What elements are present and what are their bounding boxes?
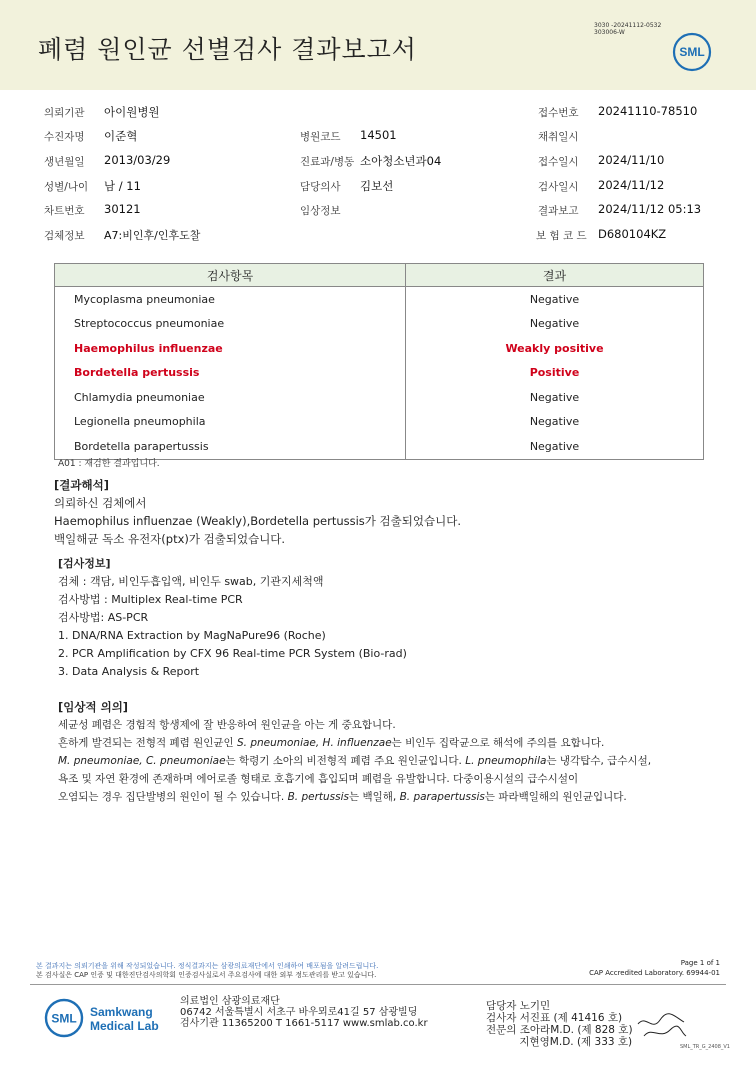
dept-value: 소아청소년과04 [360,154,442,168]
test-info-section [58,555,407,681]
test-result: Negative [406,385,704,410]
test-date-label: 검사일시 [538,181,579,193]
staff-line: 지현영M.D. (제 333 호) [486,1036,633,1048]
test-result: Negative [406,410,704,435]
code-line-1: 3030 -20241112-0532 [594,22,662,29]
test-info-line: 검체 : 객담, 비인두흡입액, 비인두 swab, 기관지세척액 [58,575,324,588]
interpretation-heading: [결과해석] [54,478,109,492]
insurance-value: D680104KZ [598,227,667,241]
report-header [0,0,756,90]
sex-age-label: 성별/나이 [44,181,89,193]
test-result: Positive [406,361,704,386]
interpretation-line: Haemophilus influenzae (Weakly),Bordetella pertussis가 검출되었습니다. [54,514,461,528]
lab-address [180,996,428,1029]
sml-logo-icon [672,32,712,72]
specimen-value: A7:비인후/인후도찰 [104,229,201,242]
clinical-line: 흔하게 발견되는 전형적 폐렴 원인균인 S. pneumoniae, H. influenzae는 비인두 집락균으로 해석에 주의를 요합니다. [58,737,605,749]
test-item: Bordetella parapertussis [55,434,406,459]
test-result: Negative [406,434,704,459]
clinical-info-label: 임상정보 [300,205,341,217]
test-info-line: 검사방법: AS-PCR [58,611,149,624]
test-item: Mycoplasma pneumoniae [55,287,406,312]
cap-accreditation: CAP Accredited Laboratory. 69944-01 [589,969,720,977]
test-result: Negative [406,287,704,312]
birth-value: 2013/03/29 [104,153,171,167]
interpretation-line: 의뢰하신 검체에서 [54,496,147,510]
lab-street: 06742 서울특별시 서초구 바우뫼로41길 57 삼광빌딩 [180,1007,418,1018]
table-header-row [55,264,704,287]
insurance-label: 보 험 코 드 [536,230,587,242]
code-line-2: 303006-W [594,29,625,36]
staff-line: 전문의 조아라M.D. (제 828 호) [486,1024,633,1036]
chart-label: 차트번호 [44,205,85,217]
interpretation-section [54,476,461,548]
test-info-heading: [검사정보] [58,557,111,570]
test-item: Chlamydia pneumoniae [55,385,406,410]
results-table [54,263,704,460]
clinical-section [58,698,651,806]
test-result: Weakly positive [406,336,704,361]
test-info-line: 2. PCR Amplification by CFX 96 Real-time PCR System (Bio-rad) [58,647,407,660]
test-result: Negative [406,312,704,337]
institution-label: 의뢰기관 [44,107,85,119]
page-number: Page 1 of 1 [680,959,720,967]
col-result-header: 결과 [406,264,704,287]
col-item-header: 검사항목 [55,264,406,287]
table-row [55,385,704,410]
signature-icon [634,1012,690,1042]
staff-block [486,1000,633,1048]
report-date-label: 결과보고 [538,205,579,217]
test-date-value: 2024/11/12 [598,178,665,192]
footer-divider [30,984,726,985]
chart-value: 30121 [104,202,141,216]
patient-value: 이준혁 [104,129,138,143]
table-row [55,287,704,312]
test-item: Bordetella pertussis [55,361,406,386]
specimen-label: 검체정보 [44,230,85,242]
lab-contact: 검사기관 11365200 T 1661-5117 www.smlab.co.kr [180,1018,428,1029]
test-info-line: 검사방법 : Multiplex Real-time PCR [58,593,243,606]
samkwang-logo [44,998,174,1042]
test-item: Legionella pneumophila [55,410,406,435]
doctor-label: 담당의사 [300,181,341,193]
svg-text:SML: SML [51,1011,77,1026]
clinical-line: M. pneumoniae, C. pneumoniae는 학령기 소아의 비전형적 폐렴 주요 원인균입니다. L. pneumophila는 냉각탑수, 급수시설, [58,755,652,767]
birth-label: 생년월일 [44,156,85,168]
svg-text:Medical Lab: Medical Lab [90,1019,159,1033]
report-title: 폐렴 원인균 선별검사 결과보고서 [38,35,417,64]
test-info-line: 3. Data Analysis & Report [58,665,200,678]
staff-line: 검사자 서진표 (제 41416 호) [486,1012,623,1024]
footer-notice-1: 본 결과지는 의뢰기관을 위해 작성되었습니다. 정식결과지는 삼광의료재단에서 인쇄하여 배포됨을 알려드립니다. [36,962,379,970]
footer-notice [36,962,378,980]
lab-org-name: 의료법인 삼광의료재단 [180,996,280,1007]
table-row [55,361,704,386]
doctor-value: 김보선 [360,179,394,193]
hospital-code-label: 병원코드 [300,131,341,143]
report-codes [594,22,661,36]
clinical-line: 오염되는 경우 집단발병의 원인이 될 수 있습니다. B. pertussis는 백일해, B. parapertussis는 파라백일해의 원인균입니다. [58,791,627,803]
interpretation-line: 백일해균 독소 유전자(ptx)가 검출되었습니다. [54,532,286,546]
report-date-value: 2024/11/12 05:13 [598,202,702,216]
clinical-line: 세균성 폐렴은 경험적 항생제에 잘 반응하여 원인균을 아는 게 중요합니다. [58,719,396,731]
clinical-line: 욕조 및 자연 환경에 존재하며 에어로졸 형태로 호흡기에 흡입되며 폐렴을 유발합니다. 다중이용시설의 급수시설이 [58,773,579,785]
table-row [55,312,704,337]
patient-label: 수진자명 [44,131,85,143]
svg-text:Samkwang: Samkwang [90,1005,153,1019]
receipt-date-label: 접수일시 [538,156,579,168]
dept-label: 진료과/병동 [300,156,355,168]
footer-notice-2: 본 검사실은 CAP 인증 및 대한진단검사의학회 인증검사실로서 주요검사에 대한 외부 정도관리를 받고 있습니다. [36,971,377,979]
clinical-heading: [임상적 의의] [58,700,129,714]
table-row [55,336,704,361]
svg-text:SML: SML [679,45,705,59]
collect-date-label: 채취일시 [538,131,579,143]
receipt-no-value: 20241110-78510 [598,104,698,118]
test-info-line: 1. DNA/RNA Extraction by MagNaPure96 (Roche) [58,629,326,642]
receipt-date-value: 2024/11/10 [598,153,665,167]
table-row [55,410,704,435]
sex-age-value: 남 / 11 [104,179,141,193]
staff-line: 담당자 노기민 [486,1000,551,1012]
form-number: SML_TR_G_2408_V1 [679,1044,730,1050]
institution-value: 아이원병원 [104,105,160,119]
receipt-no-label: 접수번호 [538,107,579,119]
hospital-code-value: 14501 [360,128,397,142]
test-item: Streptococcus pneumoniae [55,312,406,337]
test-item: Haemophilus influenzae [55,336,406,361]
retest-note: A01 : 재검한 결과입니다. [58,459,160,469]
sml-lab-logo-icon [44,998,174,1038]
page-info [589,958,720,978]
